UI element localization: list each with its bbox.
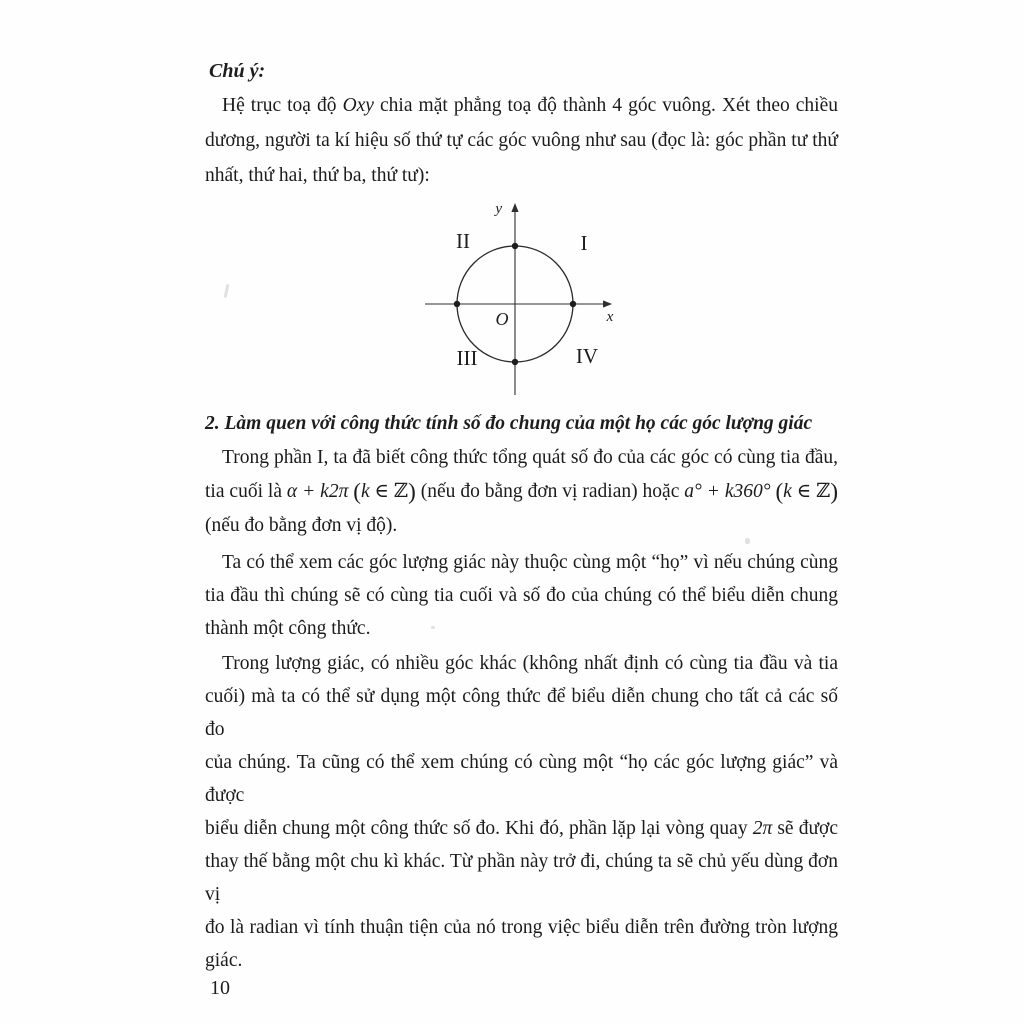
- text-line: [205, 475, 838, 509]
- paragraph-formula: [205, 441, 838, 543]
- text-segment: nhất, thứ hai, thứ ba, thứ tư):: [205, 165, 430, 186]
- x-axis-label: x: [606, 309, 614, 325]
- text-segment: (nếu đo bằng đơn vị độ).: [205, 515, 398, 536]
- circle-top-point: [512, 243, 518, 249]
- text-line: [205, 812, 838, 845]
- text-segment: k: [360, 481, 370, 502]
- text-segment: cuối) mà ta có thể sử dụng một công thức để biểu diễn chung cho tất cả các số đo: [205, 686, 838, 740]
- text-line: [205, 123, 838, 158]
- text-segment: Hệ trục toạ độ: [222, 95, 343, 116]
- text-segment: Ta có thể xem các góc lượng giác này thuộc cùng một “họ” vì nếu chúng cùng: [222, 552, 838, 573]
- circle-right-point: [570, 301, 576, 307]
- text-segment: tia đầu thì chúng sẽ có cùng tia cuối và số đo của chúng có thể biểu diễn chung: [205, 585, 838, 606]
- text-line: [205, 612, 838, 645]
- quadrant-label-2: II: [456, 229, 470, 253]
- text-segment: 2π: [752, 818, 773, 839]
- text-line: [205, 746, 838, 812]
- text-line: [205, 680, 838, 746]
- text-segment: dương, người ta kí hiệu số thứ tự các góc vuông như sau (đọc là: góc phần tư thứ: [205, 130, 838, 151]
- text-segment: sẽ được: [772, 818, 838, 839]
- paragraph-intro: [205, 88, 838, 193]
- text-segment: a° + k360°: [684, 481, 776, 502]
- text-segment: k: [783, 481, 792, 502]
- text-line: [205, 579, 838, 612]
- text-segment: α + k2π: [286, 481, 354, 502]
- text-segment: (nếu đo bằng đơn vị radian) hoặc: [415, 481, 685, 502]
- text-segment: của chúng. Ta cũng có thể xem chúng có cùng một “họ các góc lượng giác” và được: [205, 752, 838, 806]
- text-line: [205, 546, 838, 579]
- text-segment: (: [775, 479, 784, 504]
- text-line: [205, 845, 838, 911]
- text-segment: thay thế bằng một chu kì khác. Từ phần này trở đi, chúng ta sẽ chủ yếu dùng đơn vị: [205, 851, 838, 905]
- text-segment: tia cuối là: [205, 481, 287, 502]
- circle-bottom-point: [512, 359, 518, 365]
- text-line: [205, 509, 838, 543]
- text-segment: chia mặt phẳng toạ độ thành 4 góc vuông. Xét theo chiều: [373, 95, 838, 116]
- scan-artifact: [431, 626, 435, 629]
- circle-left-point: [454, 301, 460, 307]
- text-segment: thành một công thức.: [205, 618, 371, 639]
- text-line: [205, 441, 838, 475]
- scan-artifact: [745, 538, 750, 544]
- paragraph-family: [205, 546, 838, 645]
- quadrant-label-4: IV: [575, 344, 599, 368]
- quadrant-label-1: I: [580, 231, 588, 255]
- text-segment: Oxy: [342, 95, 374, 116]
- text-segment: đo là radian vì tính thuận tiện của nó trong việc biểu diễn trên đường tròn lượng giác.: [205, 917, 838, 971]
- text-segment: Trong lượng giác, có nhiều góc khác (không nhất định có cùng tia đầu và tia: [222, 653, 838, 674]
- page-number: 10: [210, 977, 230, 999]
- x-axis-arrow-icon: [603, 300, 612, 307]
- text-segment: biểu diễn chung một công thức số đo. Khi đó, phần lặp lại vòng quay: [205, 818, 753, 839]
- text-segment: ): [408, 479, 416, 504]
- notice-heading: Chú ý:: [209, 60, 266, 82]
- text-segment: ∈ ℤ: [791, 481, 831, 502]
- section-2-heading: 2. Làm quen với công thức tính số đo chung của một họ các góc lượng giác: [205, 413, 813, 434]
- text-line: [205, 88, 838, 123]
- text-segment: ∈ ℤ: [369, 481, 409, 502]
- paragraph-other-angles: [205, 647, 838, 977]
- y-axis-arrow-icon: [511, 203, 518, 212]
- text-segment: ): [830, 479, 839, 504]
- text-segment: Trong phần I, ta đã biết công thức tổng quát số đo của các góc có cùng tia đầu,: [222, 447, 838, 468]
- y-axis-label: y: [495, 201, 502, 217]
- text-line: [205, 911, 838, 977]
- text-segment: (: [353, 479, 361, 504]
- quadrant-circle-diagram: [380, 195, 680, 403]
- scan-artifact: [224, 284, 230, 298]
- text-line: [205, 647, 838, 680]
- quadrant-label-3: III: [456, 346, 478, 370]
- origin-label: O: [495, 309, 509, 329]
- text-line: [205, 158, 838, 193]
